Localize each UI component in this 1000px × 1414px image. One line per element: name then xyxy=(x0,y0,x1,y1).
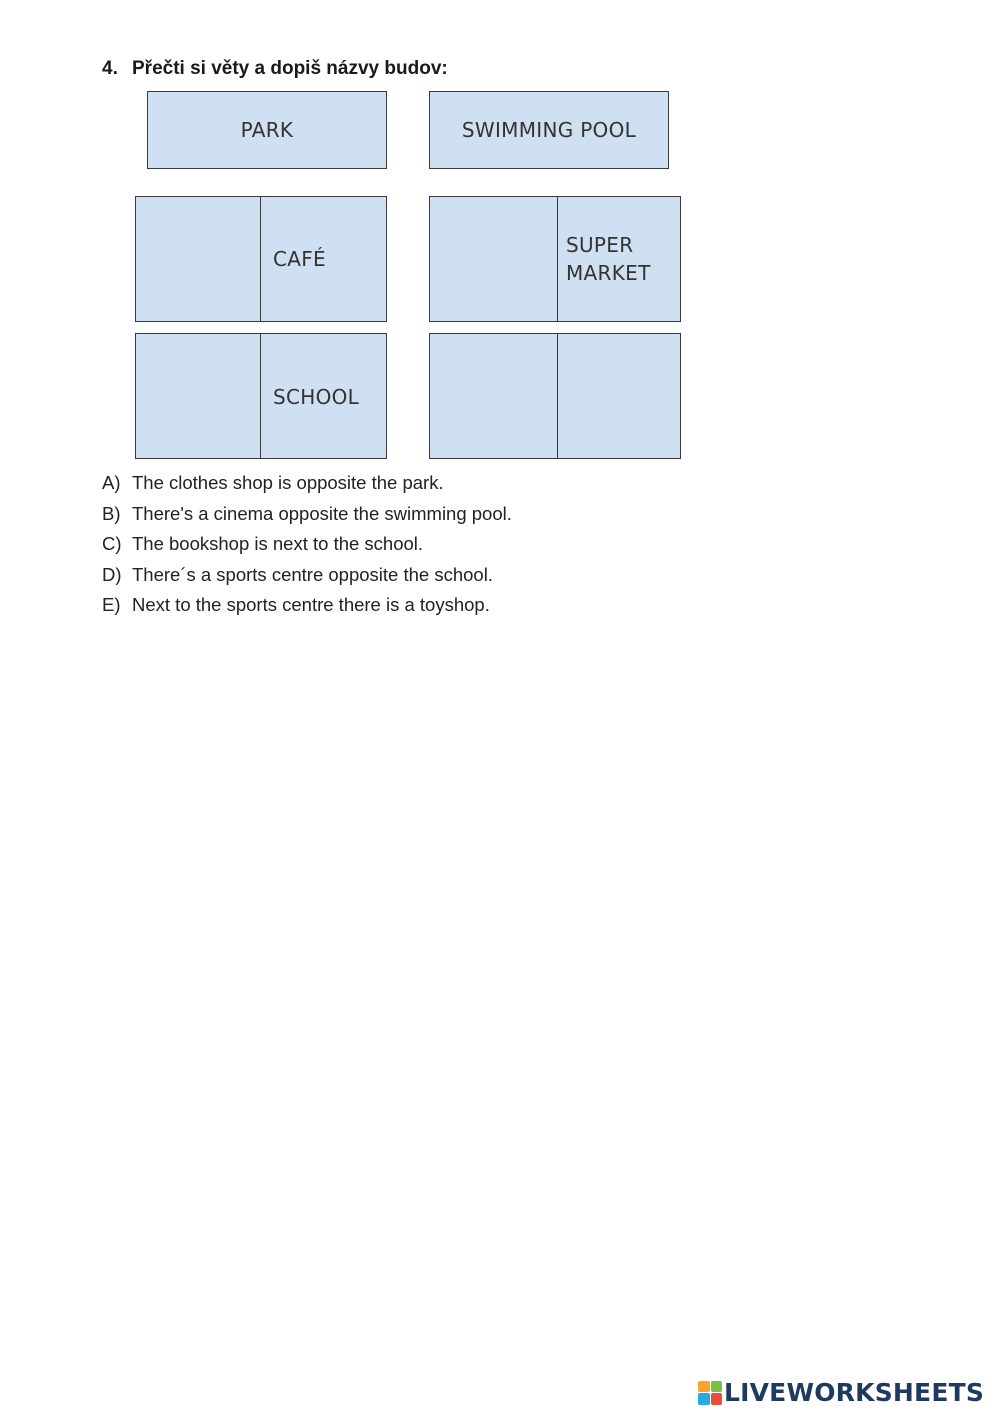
building-slot-row2-left-a[interactable] xyxy=(136,334,261,458)
list-item xyxy=(102,590,512,621)
liveworksheets-logo[interactable] xyxy=(698,1378,984,1407)
cafe-cell xyxy=(261,197,386,321)
sentence-text: Next to the sports centre there is a toyshop. xyxy=(132,594,490,615)
sentence-text: There's a cinema opposite the swimming pool. xyxy=(132,502,512,524)
list-item xyxy=(102,499,512,530)
brand-name: LIVEWORKSHEETS xyxy=(724,1378,985,1407)
task-heading xyxy=(102,58,448,80)
list-item xyxy=(102,468,512,499)
swimming-pool-box xyxy=(429,91,669,169)
list-item xyxy=(102,560,512,591)
task-number: 4. xyxy=(102,58,118,79)
supermarket-label-line1: SUPER xyxy=(566,233,634,257)
block-row1-left xyxy=(135,196,387,322)
sentence-text: The bookshop is next to the school. xyxy=(132,533,424,554)
building-slot-row1-right-a[interactable] xyxy=(430,197,558,321)
park-box xyxy=(147,91,387,169)
sentence-letter: B) xyxy=(102,502,121,524)
cafe-label: CAFÉ xyxy=(273,247,326,271)
park-label: PARK xyxy=(240,118,294,142)
block-row1-right xyxy=(429,196,681,322)
sentence-list xyxy=(102,468,512,621)
building-slot-row2-right-b[interactable] xyxy=(556,334,680,458)
task-instruction: Přečti si věty a dopiš názvy budov: xyxy=(132,58,448,79)
school-cell xyxy=(261,334,386,458)
liveworksheets-logo-icon xyxy=(698,1381,722,1405)
sentence-text: The clothes shop is opposite the park. xyxy=(132,472,444,493)
building-slot-row1-left-a[interactable] xyxy=(136,197,261,321)
block-row2-left xyxy=(135,333,387,459)
sentence-letter: C) xyxy=(102,533,122,554)
school-label: SCHOOL xyxy=(273,385,360,409)
supermarket-label-line2: MARKET xyxy=(566,261,651,285)
sentence-letter: E) xyxy=(102,594,121,615)
list-item xyxy=(102,529,512,560)
sentence-letter: A) xyxy=(102,472,121,493)
swimming-pool-label: SWIMMING POOL xyxy=(461,118,637,142)
supermarket-cell xyxy=(556,197,680,321)
sentence-letter: D) xyxy=(102,563,122,585)
sentence-text: There´s a sports centre opposite the school. xyxy=(132,563,493,585)
building-slot-row2-right-a[interactable] xyxy=(430,334,558,458)
block-row2-right xyxy=(429,333,681,459)
